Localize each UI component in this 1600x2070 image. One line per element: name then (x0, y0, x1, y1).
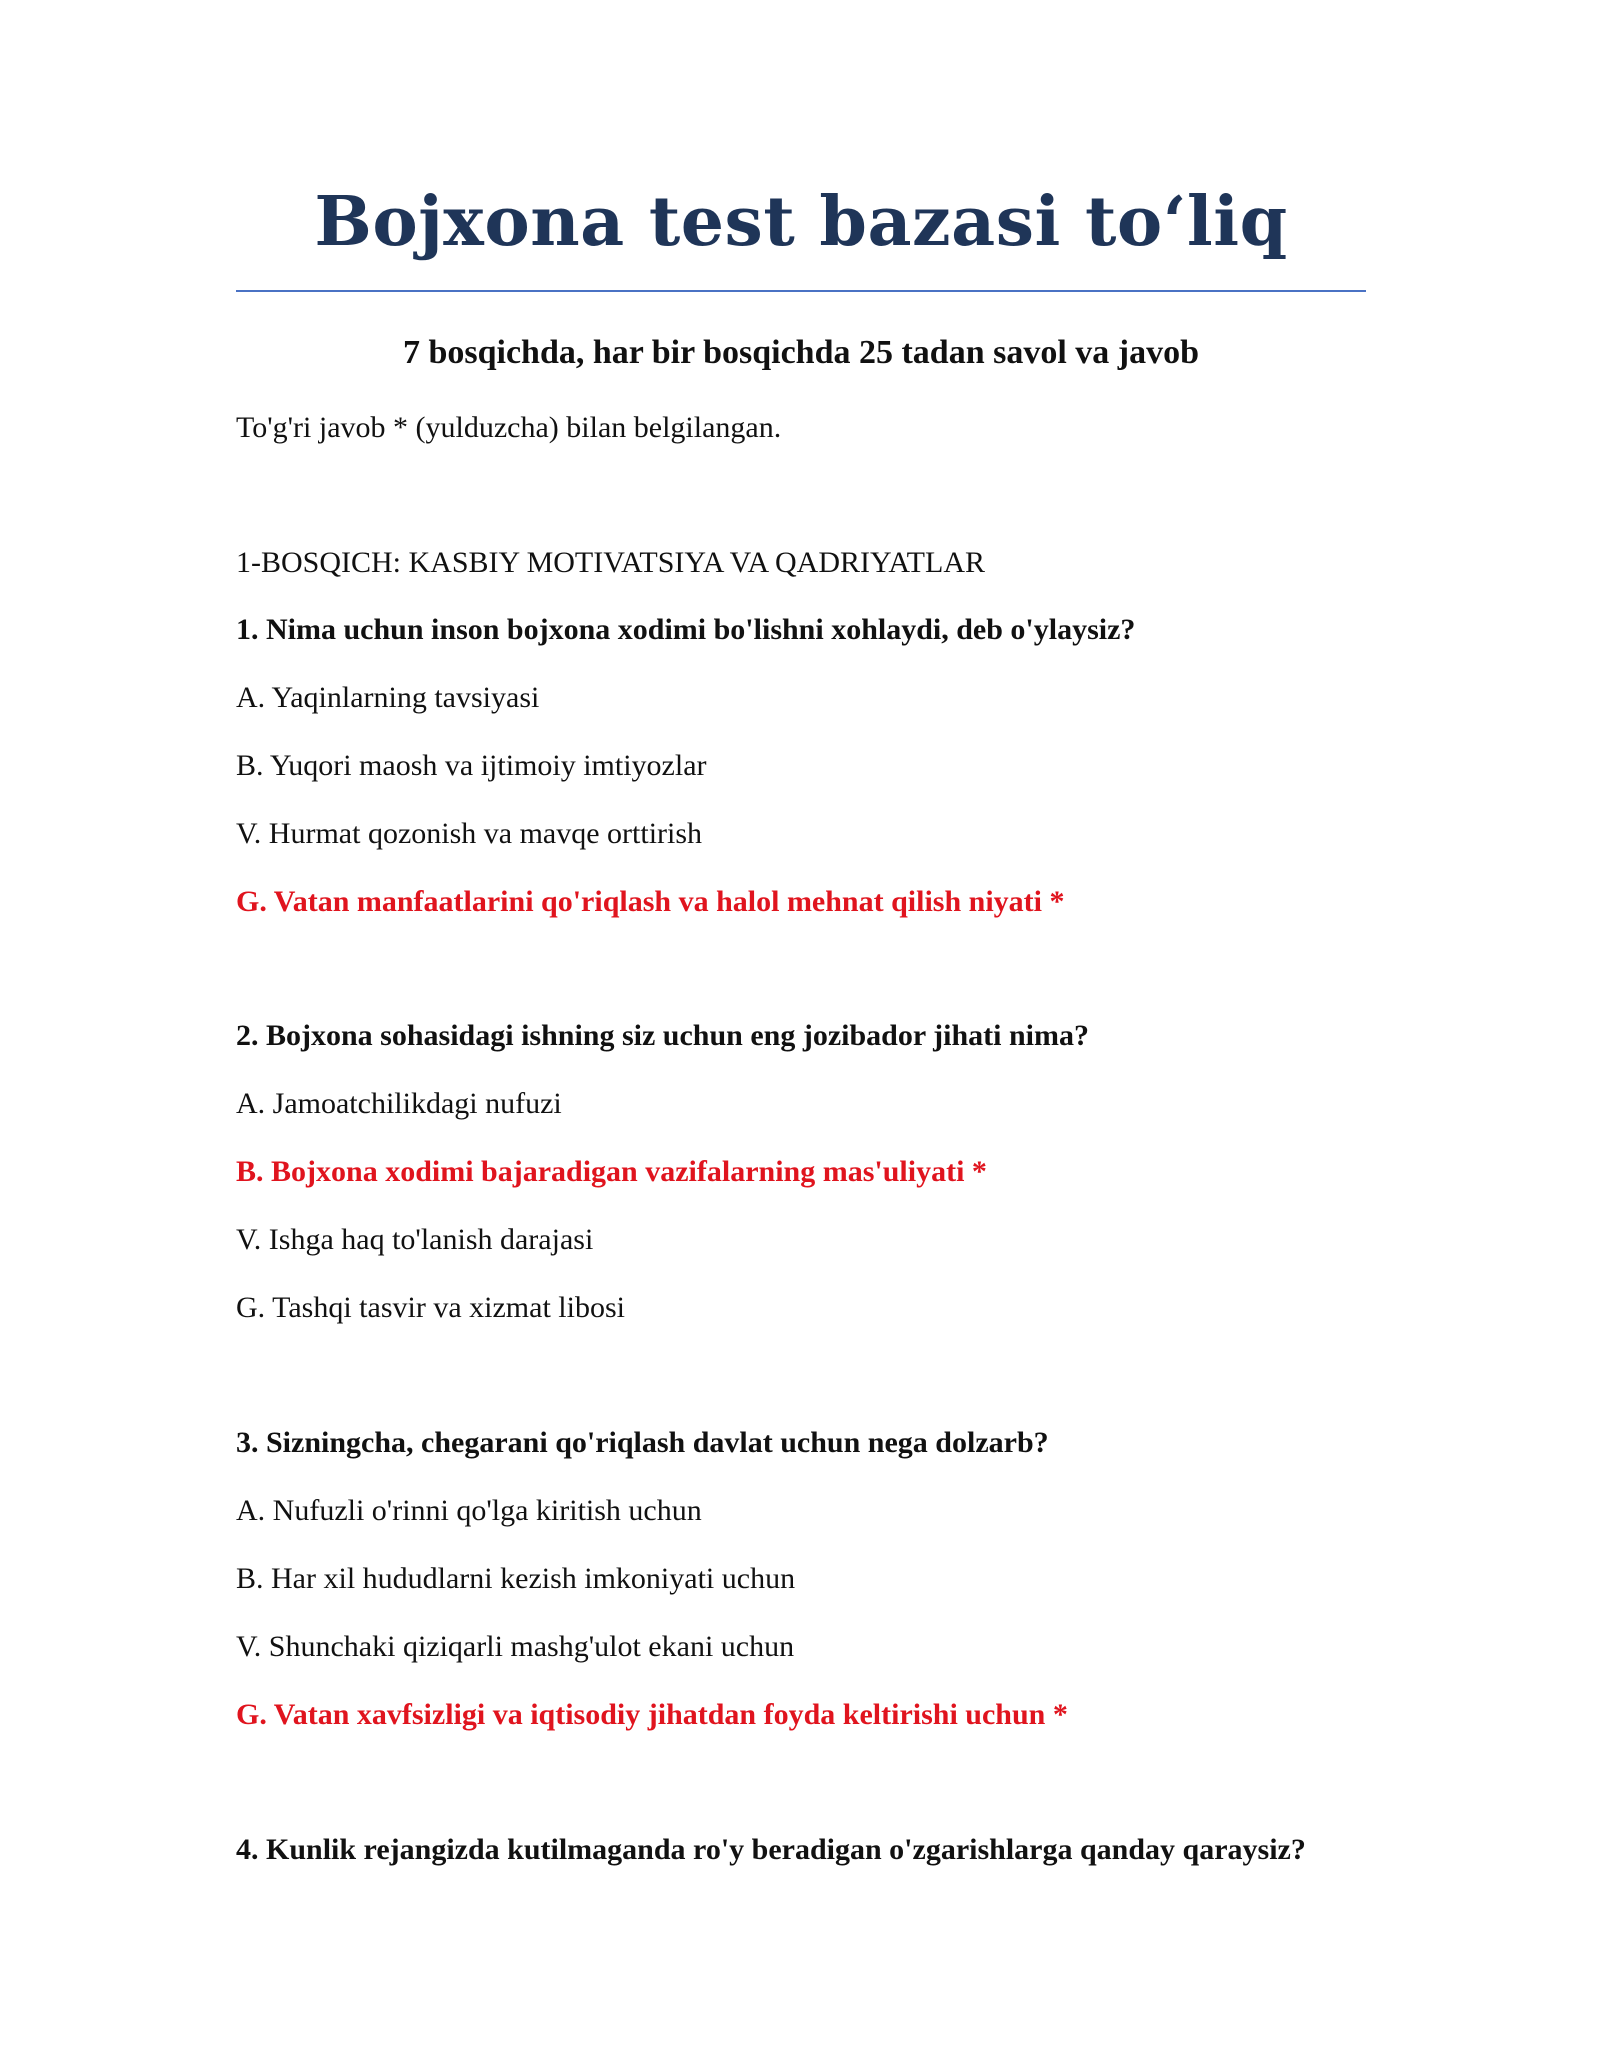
question-text: 4. Kunlik rejangizda kutilmaganda ro'y beradigan o'zgarishlarga qanday qaraysiz? (236, 1833, 1306, 1866)
answer-option: V. Ishga haq to'lanish darajasi (236, 1223, 594, 1256)
document-title: Bojxona test bazasi to‘liq (314, 182, 1288, 262)
answer-option: V. Shunchaki qiziqarli mashg'ulot ekani uchun (236, 1630, 795, 1663)
answer-option: B. Yuqori maosh va ijtimoiy imtiyozlar (236, 749, 707, 782)
answer-option: G. Tashqi tasvir va xizmat libosi (236, 1291, 625, 1324)
answer-option: B. Har xil hududlarni kezish imkoniyati uchun (236, 1562, 796, 1595)
correct-answer-option: G. Vatan manfaatlarini qo'riqlash va halol mehnat qilish niyati * (236, 885, 1065, 918)
answer-option: A. Yaqinlarning tavsiyasi (236, 681, 540, 714)
answer-option: V. Hurmat qozonish va mavqe orttirish (236, 817, 703, 850)
title-underline (236, 290, 1366, 292)
question-text: 2. Bojxona sohasidagi ishning siz uchun eng jozibador jihati nima? (236, 1019, 1089, 1052)
document-subtitle: 7 bosqichda, har bir bosqichda 25 tadan savol va javob (402, 334, 1200, 371)
answer-option: A. Jamoatchilikdagi nufuzi (236, 1087, 562, 1120)
question-text: 1. Nima uchun inson bojxona xodimi bo'lishni xohlaydi, deb o'ylaysiz? (236, 613, 1136, 646)
section-heading: 1-BOSQICH: KASBIY MOTIVATSIYA VA QADRIYATLAR (236, 546, 985, 579)
correct-answer-option: B. Bojxona xodimi bajaradigan vazifalarning mas'uliyati * (236, 1155, 987, 1188)
answer-option: A. Nufuzli o'rinni qo'lga kiritish uchun (236, 1494, 702, 1527)
question-text: 3. Sizningcha, chegarani qo'riqlash davlat uchun nega dolzarb? (236, 1426, 1049, 1459)
correct-answer-option: G. Vatan xavfsizligi va iqtisodiy jihatdan foyda keltirishi uchun * (236, 1698, 1068, 1731)
answer-key-note: To'g'ri javob * (yulduzcha) bilan belgilangan. (236, 411, 782, 444)
